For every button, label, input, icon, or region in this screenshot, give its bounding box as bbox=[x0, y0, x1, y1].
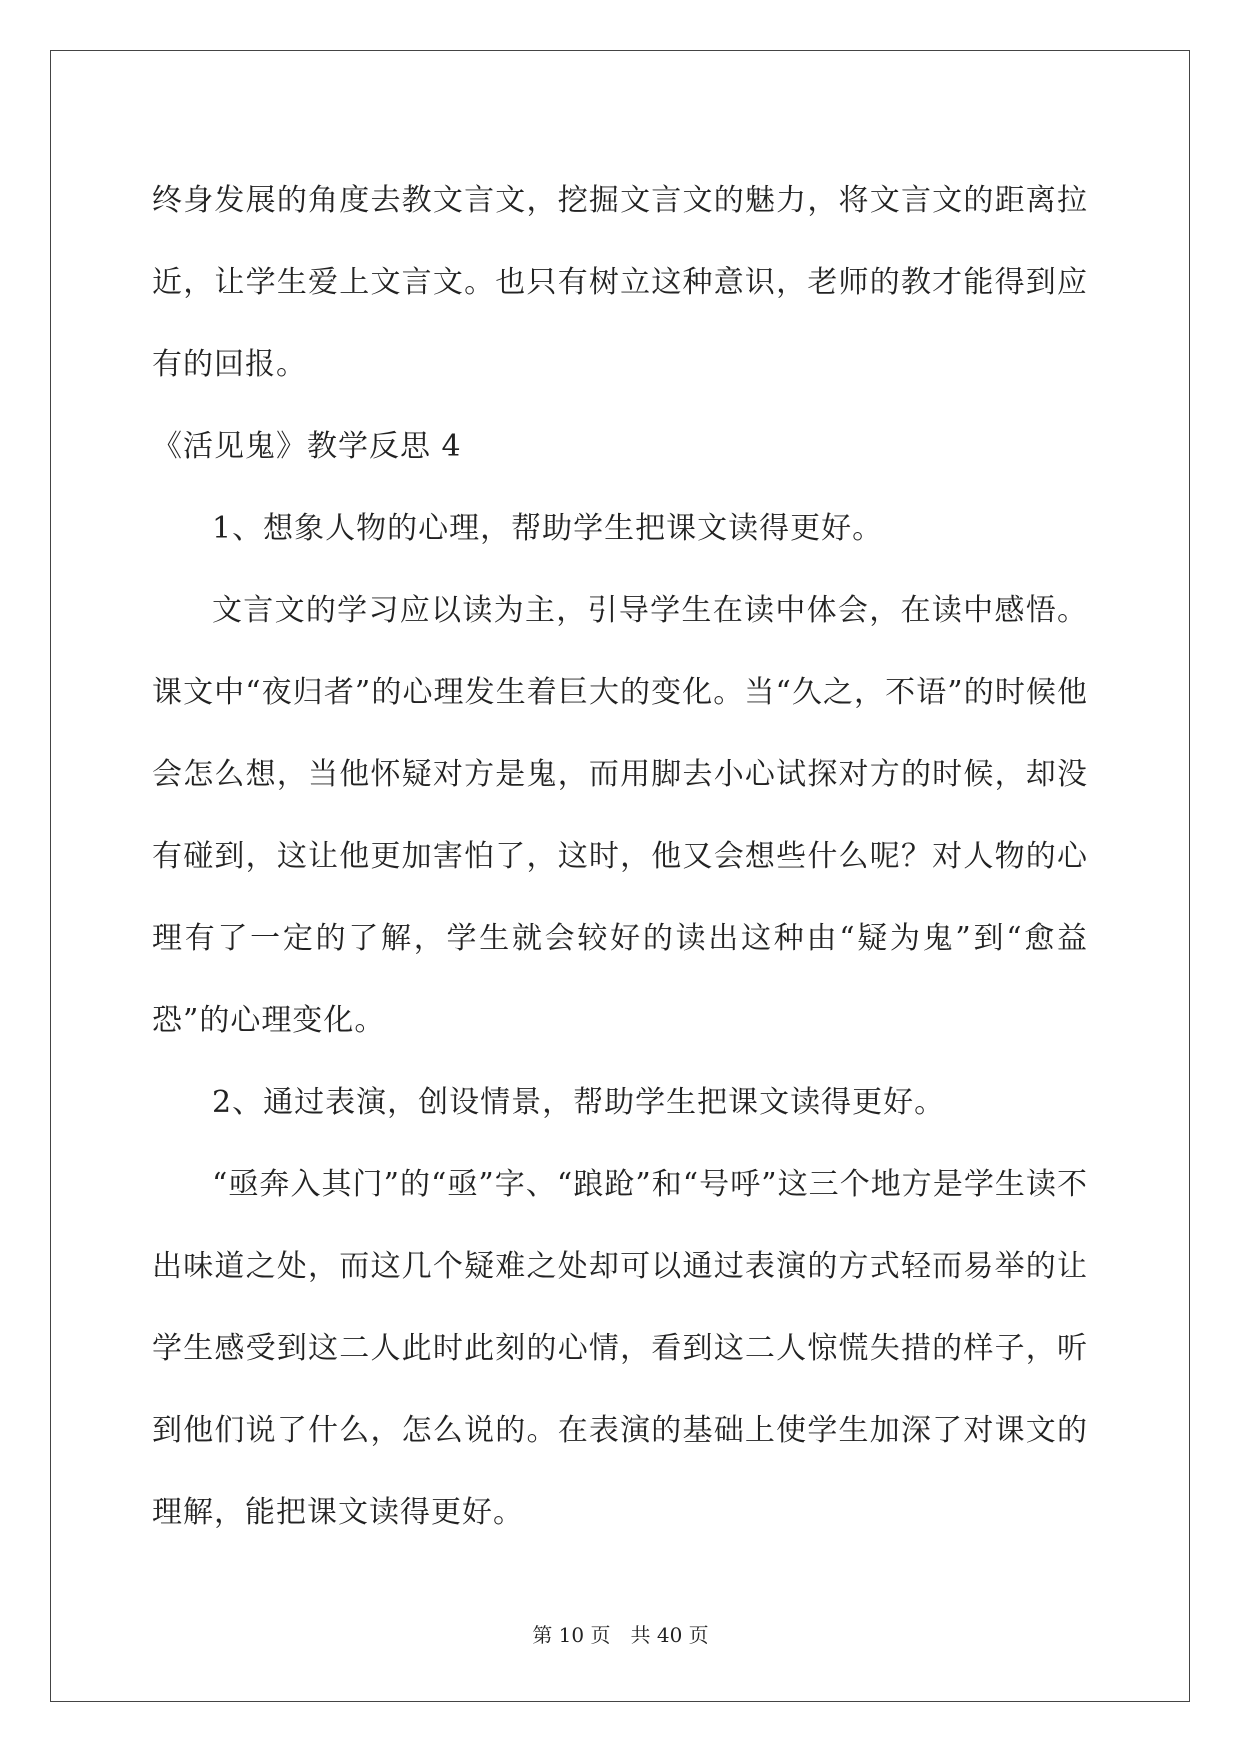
paragraph-point-2: “亟奔入其门”的“亟”字、“踉跄”和“号呼”这三个地方是学生读不出味道之处，而这几个疑难之处却可以通过表演的方式轻而易举的让学生感受到这二人此时此刻的心情，看到这二人惊慌失措的样子，听到他们说了什么，怎么说的。在表演的基础上使学生加深了对课文的理解，能把课文读得更好。 bbox=[152, 1167, 1088, 1530]
document-body bbox=[152, 160, 1088, 1554]
section-title: 《活见鬼》教学反思 4 bbox=[152, 429, 462, 464]
paragraph-continuation: 终身发展的角度去教文言文，挖掘文言文的魅力，将文言文的距离拉近，让学生爱上文言文。也只有树立这种意识，老师的教才能得到应有的回报。 bbox=[152, 183, 1088, 382]
page-number-footer: 第 10 页 共 40 页 bbox=[532, 1623, 709, 1647]
point-1-heading: 1、想象人物的心理，帮助学生把课文读得更好。 bbox=[212, 511, 884, 546]
point-2-heading: 2、通过表演，创设情景，帮助学生把课文读得更好。 bbox=[212, 1085, 946, 1120]
paragraph-point-1: 文言文的学习应以读为主，引导学生在读中体会，在读中感悟。课文中“夜归者”的心理发生着巨大的变化。当“久之，不语”的时候他会怎么想，当他怀疑对方是鬼，而用脚去小心试探对方的时候，却没有碰到，这让他更加害怕了，这时，他又会想些什么呢？对人物的心理有了一定的了解，学生就会较好的读出这种由“疑为鬼”到“愈益恐”的心理变化。 bbox=[152, 593, 1088, 1038]
